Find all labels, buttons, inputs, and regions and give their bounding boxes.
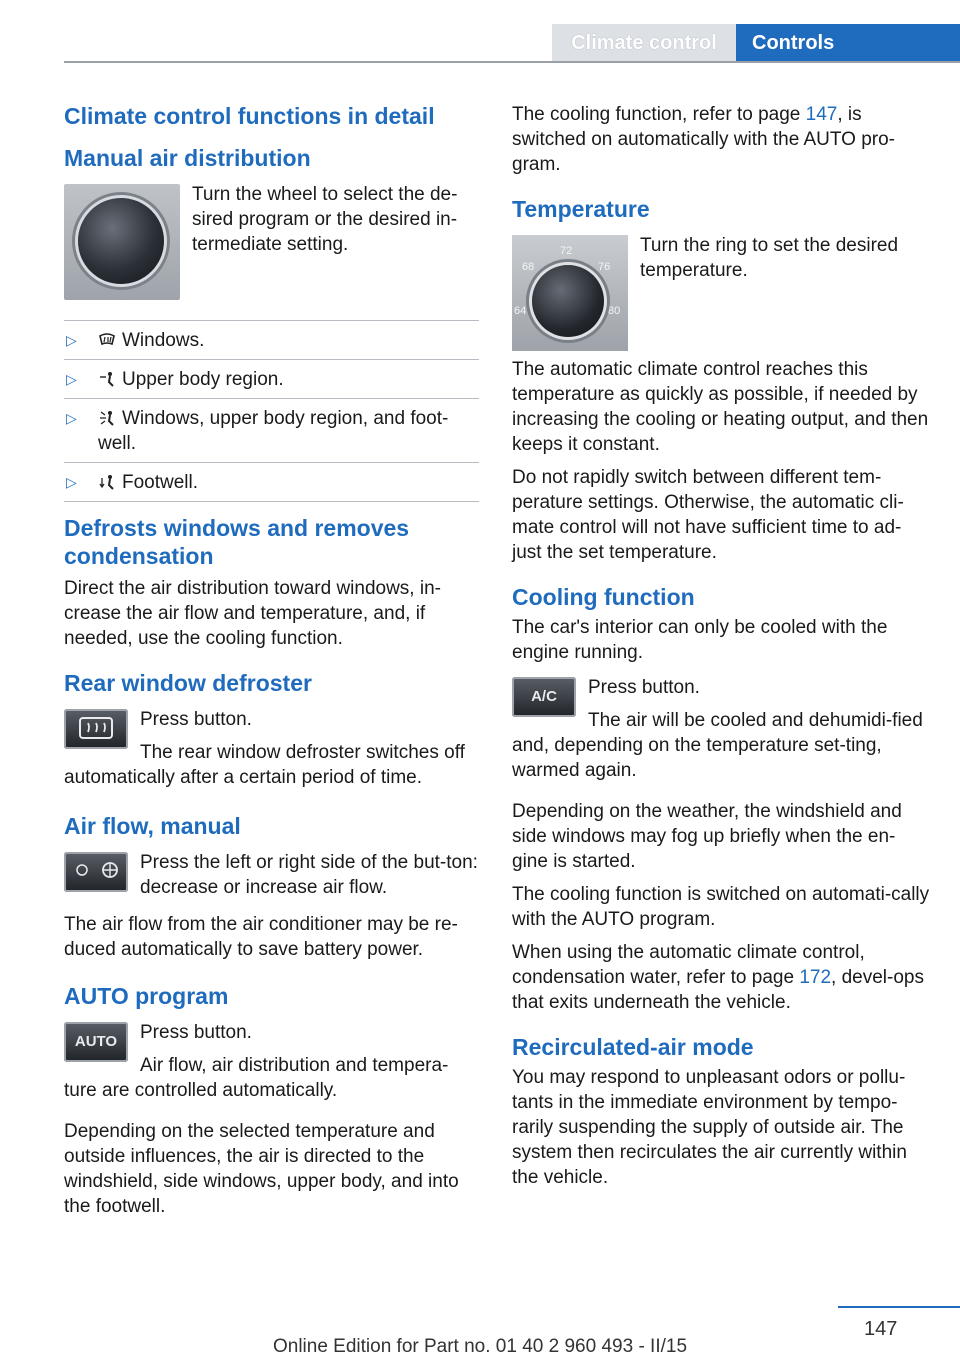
cooling-intro: [512, 102, 930, 177]
list-item: [64, 320, 479, 359]
header-rule: [64, 61, 960, 63]
heading-recirculated-air: Recirculated-air mode: [512, 1034, 754, 1060]
intro-text-end: , is switched on automatically with the AUTO pro-gram.: [512, 104, 895, 175]
bullet-triangle-icon: ▷: [66, 371, 77, 387]
air-flow-text1: Press the left or right side of the but-ton: decrease or increase air flow.: [140, 852, 478, 898]
temperature-text2: The automatic climate control reaches this temperature as quickly as possible, if needed by increasing the cooling or heating output, and then keeps it constant.: [512, 359, 929, 455]
dial-knob: [78, 198, 164, 284]
condensation-text: When using the automatic climate control, condensation water, refer to page: [512, 942, 865, 988]
upper-body-air-icon: [98, 369, 116, 385]
page-number-rule: [838, 1306, 960, 1308]
windows-body-foot-air-icon: [98, 408, 116, 424]
air-distribution-dial-image: [64, 184, 180, 300]
dial-number: 64: [514, 305, 527, 317]
recirc-text: You may respond to unpleasant odors or pollu-tants in the immediate environment by tempo-rarily suspending the supply of outside air. The system then recirculates the air currently within the vehicle.: [512, 1067, 907, 1188]
list-item: [64, 398, 479, 462]
auto-text1: Press button.: [140, 1022, 252, 1043]
heading-auto-program: AUTO program: [64, 983, 229, 1009]
air-distribution-list: [64, 320, 479, 502]
temperature-text: Turn the ring to set the desired temperature.: [640, 235, 899, 281]
heading-cooling: Cooling function: [512, 584, 695, 610]
bullet-triangle-icon: ▷: [66, 332, 77, 348]
auto-text2: Air flow, air distribution and tempera-ture are controlled automatically.: [64, 1055, 449, 1101]
air-flow-text2: The air flow from the air conditioner may be re-duced automatically to save battery power.: [64, 914, 458, 960]
temperature-text3: Do not rapidly switch between different tem-perature settings. Otherwise, the automatic cli-mate control will not have sufficient time to ad-just the set temperature.: [512, 467, 904, 563]
header-tab: Controls: [736, 24, 960, 62]
ac-button-image: A/C: [512, 677, 576, 717]
cooling-text2: Press button.: [588, 677, 700, 698]
defrost-text: Direct the air distribution toward windows, in-crease the air flow and temperature, and, if needed, use the cooling function.: [64, 578, 441, 649]
rear-defroster-button-image: [64, 709, 128, 749]
bullet-triangle-icon: ▷: [66, 474, 77, 490]
rear-defroster-text1: Press button.: [140, 709, 252, 730]
windows-air-icon: [98, 330, 116, 346]
page-link-172[interactable]: 172: [799, 967, 832, 988]
intro-text: The cooling function, refer to page: [512, 104, 806, 125]
bullet-triangle-icon: ▷: [66, 410, 77, 426]
heading-air-flow: Air flow, manual: [64, 813, 241, 839]
air-flow-button-image: [64, 852, 128, 892]
right-column: [512, 102, 930, 1198]
list-item-label: Windows.: [122, 330, 205, 351]
cooling-text3: The air will be cooled and dehumidi-fied and, depending on the temperature set-ting, warmed again.: [512, 710, 923, 781]
header-section: Climate control: [552, 24, 736, 62]
dial-number: 76: [598, 261, 611, 273]
page-link-147[interactable]: 147: [805, 104, 838, 125]
footer-edition: Online Edition for Part no. 01 40 2 960 493 - II/15: [272, 1336, 688, 1357]
dial-number: 80: [608, 305, 621, 317]
cooling-text6: [512, 940, 930, 1015]
condensation-text-end: , devel-ops that exits underneath the vehicle.: [512, 967, 924, 1013]
heading-rear-defroster: Rear window defroster: [64, 670, 312, 696]
footwell-air-icon: [98, 472, 116, 488]
auto-text3: Depending on the selected temperature and outside influences, the air is directed to the windshield, side windows, upper body, and into the footwell.: [64, 1121, 459, 1217]
heading-temperature: Temperature: [512, 196, 650, 222]
cooling-text4: Depending on the weather, the windshield and side windows may fog up briefly when the en-gine is started.: [512, 801, 902, 872]
dial-number: 72: [560, 245, 573, 257]
rear-defroster-text2: The rear window defroster switches off automatically after a certain period of time.: [64, 742, 465, 788]
left-column: [64, 102, 479, 1227]
dial-number: 68: [522, 261, 535, 273]
manual-air-text: Turn the wheel to select the de-sired program or the desired in-termediate setting.: [192, 184, 458, 255]
auto-button-image: AUTO: [64, 1022, 128, 1062]
cooling-text1: The car's interior can only be cooled with the engine running.: [512, 617, 888, 663]
list-item-label: Windows, upper body region, and foot-well.: [98, 408, 449, 454]
list-item-label: Footwell.: [122, 472, 199, 493]
list-item: [64, 462, 479, 502]
heading-defrost: Defrosts windows and removes condensation: [64, 515, 410, 569]
page-number: 147: [864, 1318, 898, 1340]
temperature-knob: [532, 265, 604, 337]
list-item: [64, 359, 479, 398]
page-title: Climate control functions in detail: [64, 103, 435, 129]
heading-manual-air: Manual air distribution: [64, 145, 311, 171]
temperature-dial-image: [512, 235, 628, 351]
cooling-text5: The cooling function is switched on automati-cally with the AUTO program.: [512, 884, 930, 930]
list-item-label: Upper body region.: [122, 369, 284, 390]
